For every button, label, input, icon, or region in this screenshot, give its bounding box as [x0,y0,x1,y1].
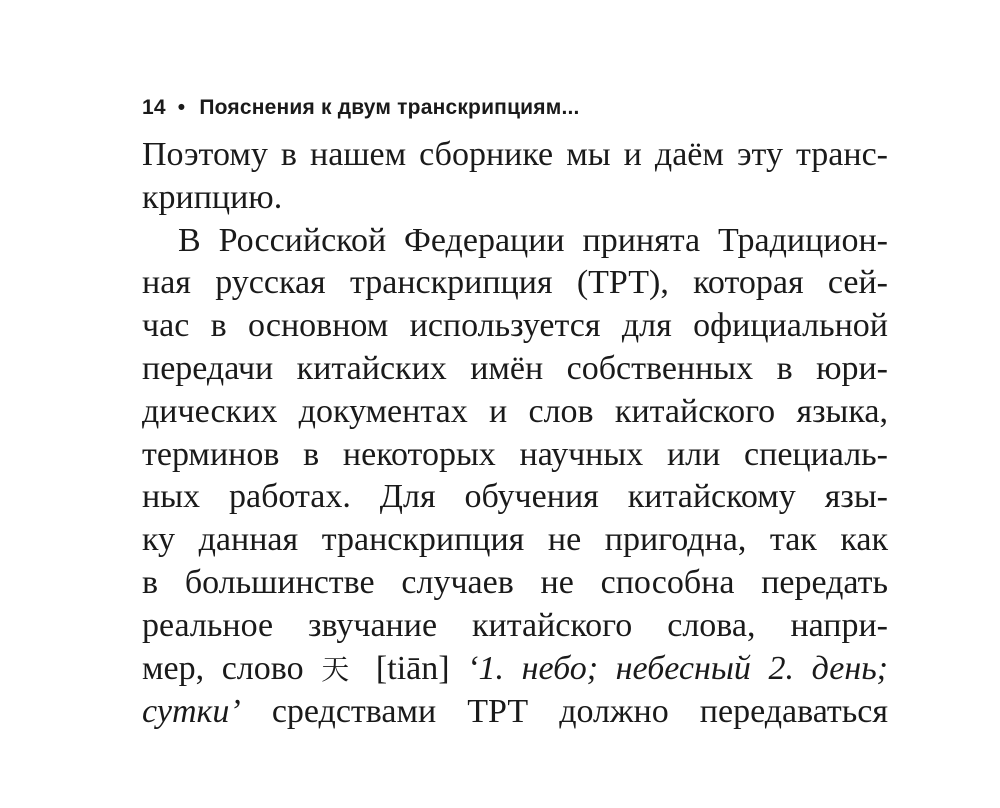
running-head [142,96,580,120]
header-bullet: • [177,96,186,119]
gloss-end: сутки’ [142,693,241,731]
page-number: 14 [142,96,166,119]
line14-rest: средствами ТРТ должно передаваться [271,693,889,731]
gloss-start: ‘1. небо; небесный 2. день; [467,649,888,687]
text-line-10: ку данная транскрипция не пригодна, так как [142,521,888,559]
text-line-9: ных работах. Для обучения китайскому язы- [142,478,888,516]
text-line-12: реальное звучание китайского слова, напри- [142,606,888,644]
text-line-13 [142,648,888,692]
text-line-11: в большинстве случаев не способна передать [142,563,888,601]
hanzi-character: 天 [321,652,359,686]
section-title: Пояснения к двум транскрипциям... [199,96,580,119]
text-line-7: дических документах и слов китайского языка, [142,392,888,430]
text-line-5: час в основном используется для официальной [142,307,888,345]
body-text [142,134,888,734]
text-line-4: ная русская транскрипция (ТРТ), которая сей- [142,264,888,302]
text-line-8: терминов в некоторых научных или специаль- [142,435,888,473]
text-line-14 [142,691,888,734]
line13-prefix: мер, слово [142,649,304,687]
text-line-3: В Российской Федерации принята Традицион- [178,221,888,259]
text-line-2: крипцию. [142,178,283,216]
pinyin: [tiān] [375,649,450,687]
text-line-6: передачи китайских имён собственных в юри- [142,349,888,387]
text-line-1: Поэтому в нашем сборнике мы и даём эту транс- [142,136,888,173]
